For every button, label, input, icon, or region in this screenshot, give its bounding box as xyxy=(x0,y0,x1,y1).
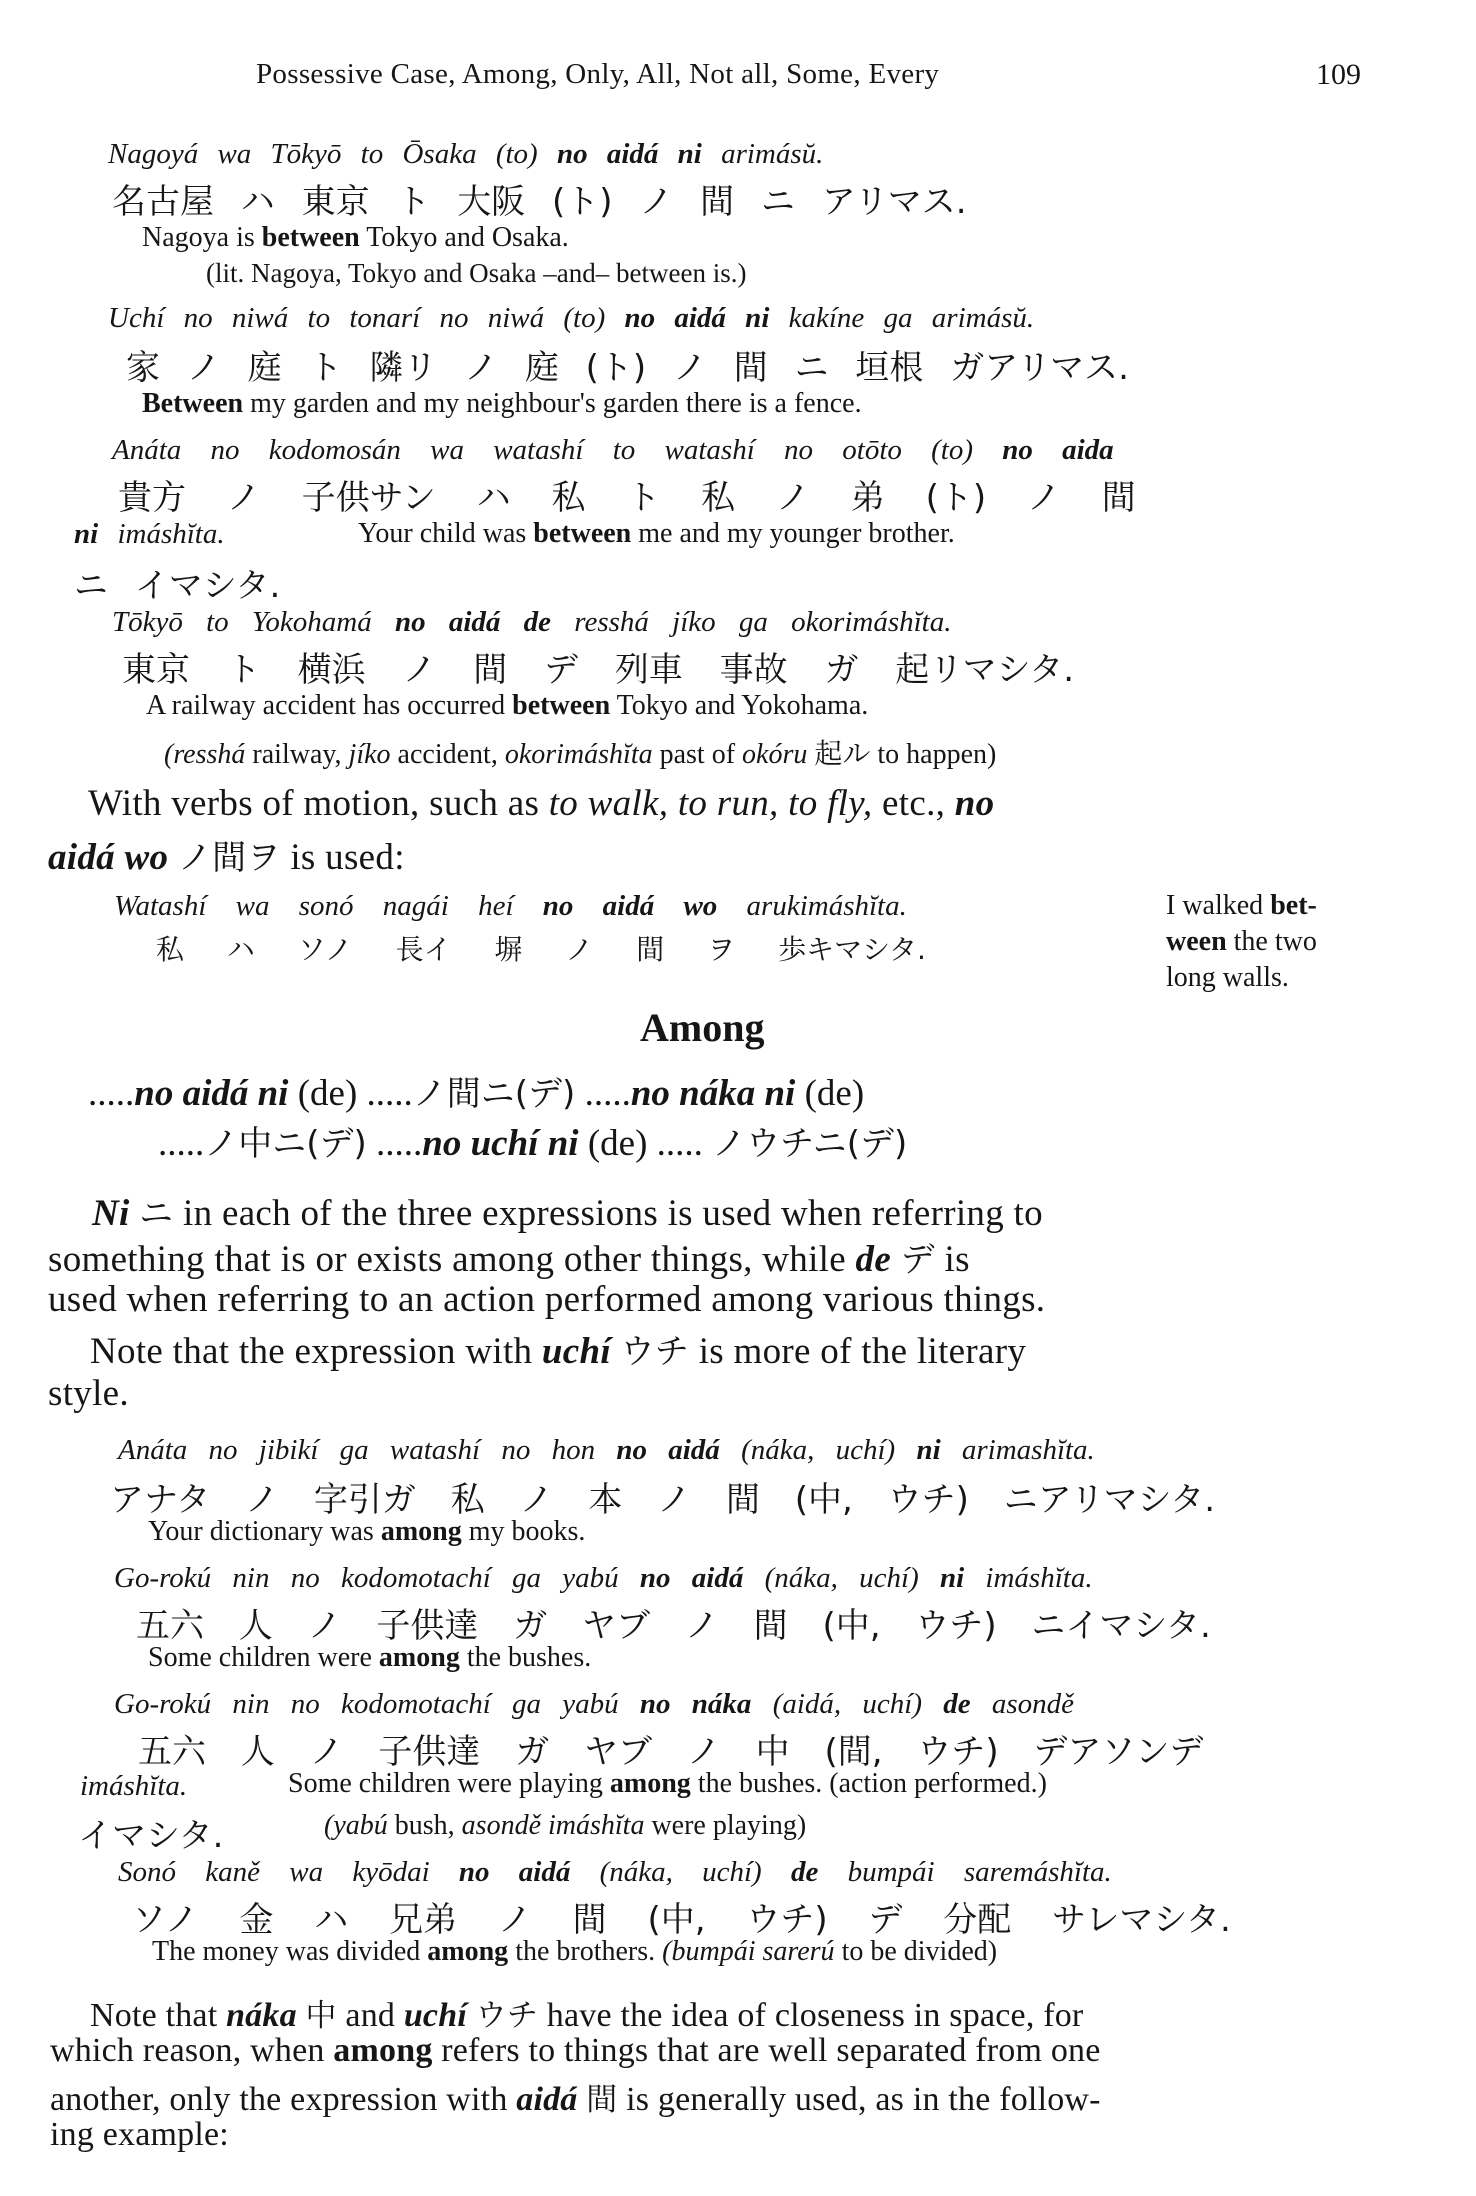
romaji-text: Go-rokú nin no kodomotachí ga yabú xyxy=(114,1562,619,1594)
gloss-term: (bumpái sarerú xyxy=(662,1936,835,1967)
explanation-line-2 xyxy=(48,1232,970,1281)
example-6-romaji xyxy=(118,1434,1095,1467)
key-phrase: no aidá ni xyxy=(556,138,702,170)
romaji-text: (náka, uchí) xyxy=(764,1562,919,1594)
translation-text: Some children were xyxy=(148,1642,372,1673)
body-text: is used: xyxy=(290,837,405,878)
translation-text: Your child was xyxy=(358,518,527,549)
body-text: have the idea of closeness in space, for xyxy=(546,1997,1084,2034)
example-4-romaji xyxy=(112,606,951,639)
among-expressions-line-2 xyxy=(158,1116,907,1165)
key-word: between xyxy=(533,518,632,549)
example-9-japanese: ソノ 金 ハ 兄弟 ノ 間 (中, ウチ) デ 分配 サレマシタ. xyxy=(132,1900,1231,1940)
key-phrase: uchí xyxy=(403,1997,467,2034)
example-3-romaji-cont xyxy=(74,518,225,551)
romaji-text: arimashĭta. xyxy=(961,1434,1095,1466)
gloss-term: okóru xyxy=(742,739,808,770)
example-3-japanese-cont: ニ イマシタ. xyxy=(74,566,281,606)
kana-phrase: ノウチニ(デ) xyxy=(712,1124,908,1164)
key-phrase: no aida xyxy=(1002,434,1114,466)
example-8-gloss xyxy=(324,1810,806,1842)
gloss-term: (yabú xyxy=(324,1810,388,1841)
key-word: bet- xyxy=(1270,890,1317,921)
translation-text: Tokyo and Yokohama. xyxy=(616,690,869,721)
key-phrase: de xyxy=(855,1239,892,1280)
translation-text: Your dictionary was xyxy=(148,1516,374,1547)
romaji-text: Anáta no jibikí ga watashí no hon xyxy=(118,1434,596,1466)
ellipsis: ..... xyxy=(376,1123,423,1164)
body-text: another, only the expression with xyxy=(50,2081,508,2118)
gloss-term: jíko xyxy=(348,739,391,770)
example-1-translation xyxy=(142,222,569,254)
romaji-text: resshá jíko ga okorimáshĭta. xyxy=(574,606,952,638)
romaji-text: Sonó kaně wa kyōdai xyxy=(118,1856,430,1888)
key-word: between xyxy=(261,222,360,253)
ellipsis: ..... xyxy=(158,1123,205,1164)
example-7-romaji xyxy=(114,1562,1093,1595)
key-phrase: no aidá ni xyxy=(624,302,770,334)
section-heading: Among xyxy=(640,1005,765,1050)
key-phrase: de xyxy=(943,1688,971,1720)
example-8-japanese-cont: イマシタ. xyxy=(78,1816,224,1856)
example-9-romaji xyxy=(118,1856,1112,1889)
key-phrase: ni xyxy=(74,518,99,550)
key-phrase: aidá wo xyxy=(48,837,169,878)
example-2-japanese: 家 ノ 庭 ト 隣リ ノ 庭 (ト) ノ 間 ニ 垣根 ガアリマス. xyxy=(126,348,1129,388)
key-phrase: de xyxy=(790,1856,819,1888)
gloss-text: bush, xyxy=(394,1810,455,1841)
translation-text: The money was divided xyxy=(152,1936,421,1967)
key-word: ween xyxy=(1166,926,1227,957)
romaji-text: Anáta no kodomosán wa watashí to watashí no otōto (to) xyxy=(112,434,973,466)
translation-text: the bushes. xyxy=(466,1642,592,1673)
body-text: refers to things that are well separated from one xyxy=(441,2032,1101,2069)
key-word: between xyxy=(512,690,611,721)
example-5-japanese: 私 ハ ソノ 長イ 塀 ノ 間 ヲ 歩キマシタ. xyxy=(156,933,926,966)
explanation-line-4 xyxy=(90,1324,1026,1373)
translation-text: my garden and my neighbour's garden there is a fence. xyxy=(250,388,862,419)
translation-text: Some children were playing xyxy=(288,1768,603,1799)
gloss-text: accident, xyxy=(397,739,498,770)
example-8-romaji-cont: imáshĭta. xyxy=(80,1770,188,1802)
gloss-term: okorimáshĭta xyxy=(504,739,653,770)
key-word: among xyxy=(333,2032,433,2069)
note-line-1 xyxy=(90,1990,1083,2035)
italic-text: to walk, to run, to fly, xyxy=(548,783,873,824)
explanation-line-1 xyxy=(92,1186,1043,1235)
body-text: something that is or exists among other things, while xyxy=(48,1239,846,1280)
key-phrase: ni xyxy=(916,1434,941,1466)
note-line-4: ing example: xyxy=(50,2116,229,2153)
key-phrase: no aidá wo xyxy=(542,890,718,922)
key-phrase: náka xyxy=(226,1997,297,2034)
explanation-line-3: used when referring to an action performed among various things. xyxy=(48,1279,1046,1320)
key-phrase: ni xyxy=(939,1562,965,1594)
gloss-term: (resshá xyxy=(164,739,246,770)
kana-phrase: ウチ xyxy=(620,1332,690,1372)
key-phrase: aidá xyxy=(516,2081,578,2118)
example-1-literal: (lit. Nagoya, Tokyo and Osaka –and– between is.) xyxy=(206,258,747,288)
example-4-japanese: 東京 ト 横浜 ノ 間 デ 列車 事故 ガ 起リマシタ. xyxy=(122,650,1075,690)
key-phrase: no aidá xyxy=(616,1434,720,1466)
romaji-text: imáshĭta. xyxy=(117,518,225,550)
kana-phrase: ウチ xyxy=(475,1998,539,2034)
romaji-text: arimásŭ. xyxy=(721,138,824,170)
romaji-text: Tōkyō to Yokohamá xyxy=(112,606,372,638)
example-8-translation xyxy=(288,1768,1047,1800)
example-7-japanese: 五六 人 ノ 子供達 ガ ヤブ ノ 間 (中, ウチ) ニイマシタ. xyxy=(136,1606,1211,1646)
gloss-text: to be divided) xyxy=(841,1936,998,1967)
romaji-text: asondě xyxy=(991,1688,1075,1720)
key-word: Between xyxy=(142,388,244,419)
note-line-3 xyxy=(50,2074,1101,2119)
key-phrase: no aidá xyxy=(639,1562,744,1594)
key-phrase: no náka ni xyxy=(630,1073,796,1114)
key-phrase: uchí xyxy=(541,1331,611,1372)
gloss-text: railway, xyxy=(252,739,342,770)
gloss-term: asondě imáshĭta xyxy=(461,1810,645,1841)
gloss-text: to happen) xyxy=(877,739,997,770)
body-text: which reason, when xyxy=(50,2032,325,2069)
body-text: is generally used, as in the follow- xyxy=(626,2081,1101,2118)
explanation-line-5: style. xyxy=(48,1373,129,1414)
example-6-translation xyxy=(148,1516,585,1548)
romaji-text: (náka, uchí) xyxy=(741,1434,896,1466)
example-3-japanese: 貴方 ノ 子供サン ハ 私 ト 私 ノ 弟 (ト) ノ 間 xyxy=(118,478,1136,518)
translation-text: Tokyo and Osaka. xyxy=(366,222,569,253)
motion-paragraph-line-1 xyxy=(88,782,994,825)
example-8-romaji xyxy=(114,1688,1074,1721)
example-3-translation xyxy=(358,518,955,550)
body-text: is more of the literary xyxy=(698,1331,1027,1372)
romaji-text: (náka, uchí) xyxy=(599,1856,762,1888)
romaji-text: (aidá, uchí) xyxy=(772,1688,922,1720)
key-word: among xyxy=(427,1936,509,1967)
ellipsis: ..... xyxy=(88,1073,135,1114)
key-phrase: no náka xyxy=(639,1688,752,1720)
example-2-romaji xyxy=(108,302,1034,335)
formula-text: (de) ..... xyxy=(297,1073,413,1114)
translation-text: my books. xyxy=(468,1516,586,1547)
translation-text: me and my younger brother. xyxy=(638,518,955,549)
translation-text: I walked xyxy=(1166,890,1264,921)
key-phrase: Ni xyxy=(92,1193,130,1234)
gloss-text: were playing) xyxy=(651,1810,807,1841)
formula-text: (de) xyxy=(804,1073,865,1114)
romaji-text: bumpái saremáshĭta. xyxy=(847,1856,1112,1888)
body-text: in each of the three expressions is used when referring to xyxy=(183,1193,1043,1234)
key-phrase: no aidá ni xyxy=(134,1073,289,1114)
romaji-text: Watashí wa sonó nagái heí xyxy=(114,890,514,922)
running-header: Possessive Case, Among, Only, All, Not all, Some, Every xyxy=(256,58,940,90)
kana-phrase: デ xyxy=(900,1240,935,1280)
body-text: With verbs of motion, such as xyxy=(88,783,540,824)
translation-text: the two xyxy=(1233,926,1317,957)
motion-paragraph-line-2 xyxy=(48,830,405,879)
kana-phrase: ニ xyxy=(139,1194,174,1234)
example-4-gloss xyxy=(164,732,996,772)
key-word: among xyxy=(378,1642,460,1673)
example-5-translation-3: long walls. xyxy=(1166,962,1289,993)
romaji-text: Uchí no niwá to tonarí no niwá (to) xyxy=(108,302,606,334)
ellipsis: ..... xyxy=(584,1073,631,1114)
example-2-translation xyxy=(142,388,862,420)
romaji-text: arukimáshĭta. xyxy=(746,890,907,922)
romaji-text: kakíne ga arimásŭ. xyxy=(788,302,1035,334)
kana-phrase: ノ間ヲ xyxy=(177,838,281,878)
example-4-translation xyxy=(146,690,868,722)
example-5-translation-1 xyxy=(1166,890,1317,922)
gloss-kana: 起ル xyxy=(814,737,871,770)
example-7-translation xyxy=(148,1642,591,1674)
page-number: 109 xyxy=(1316,58,1361,91)
translation-text: A railway accident has occurred xyxy=(146,690,506,721)
example-9-translation xyxy=(152,1936,997,1968)
key-phrase: no aidá de xyxy=(394,606,552,638)
key-phrase: no aidá xyxy=(458,1856,571,1888)
among-expressions-line-1 xyxy=(88,1066,864,1115)
formula-text: (de) ..... xyxy=(587,1123,703,1164)
kana-phrase: ノ間ニ(デ) xyxy=(412,1074,576,1114)
example-6-japanese: アナタ ノ 字引ガ 私 ノ 本 ノ 間 (中, ウチ) ニアリマシタ. xyxy=(110,1480,1216,1520)
translation-text: the bushes. (action performed.) xyxy=(697,1768,1047,1799)
gloss-text: past of xyxy=(659,739,736,770)
kana-phrase: ノ中ニ(デ) xyxy=(204,1124,367,1164)
key-phrase: no xyxy=(954,783,995,824)
romaji-text: imáshĭta. xyxy=(985,1562,1093,1594)
example-5-romaji xyxy=(114,890,907,923)
example-1-japanese: 名古屋 ハ 東京 ト 大阪 (ト) ノ 間 ニ アリマス. xyxy=(112,182,967,222)
example-5-translation-2 xyxy=(1166,926,1317,958)
translation-text: the brothers. xyxy=(515,1936,656,1967)
body-text: etc., xyxy=(882,783,946,824)
example-1-romaji xyxy=(108,138,823,171)
note-line-2 xyxy=(50,2032,1101,2070)
body-text: is xyxy=(944,1239,970,1280)
body-text: Note that the expression with xyxy=(90,1331,533,1372)
romaji-text: Go-rokú nin no kodomotachí ga yabú xyxy=(114,1688,619,1720)
key-word: among xyxy=(609,1768,691,1799)
kanji: 間 xyxy=(586,2082,618,2118)
kanji: 中 xyxy=(305,1998,337,2034)
example-8-japanese: 五六 人 ノ 子供達 ガ ヤブ ノ 中 (間, ウチ) デアソンデ xyxy=(138,1732,1204,1772)
translation-text: Nagoya is xyxy=(142,222,255,253)
example-3-romaji xyxy=(112,434,1114,467)
body-text: and xyxy=(345,1997,396,2034)
body-text: Note that xyxy=(90,1997,218,2034)
key-phrase: no uchí ni xyxy=(422,1123,579,1164)
romaji-text: Nagoyá wa Tōkyō to Ōsaka (to) xyxy=(108,138,538,170)
key-word: among xyxy=(380,1516,462,1547)
